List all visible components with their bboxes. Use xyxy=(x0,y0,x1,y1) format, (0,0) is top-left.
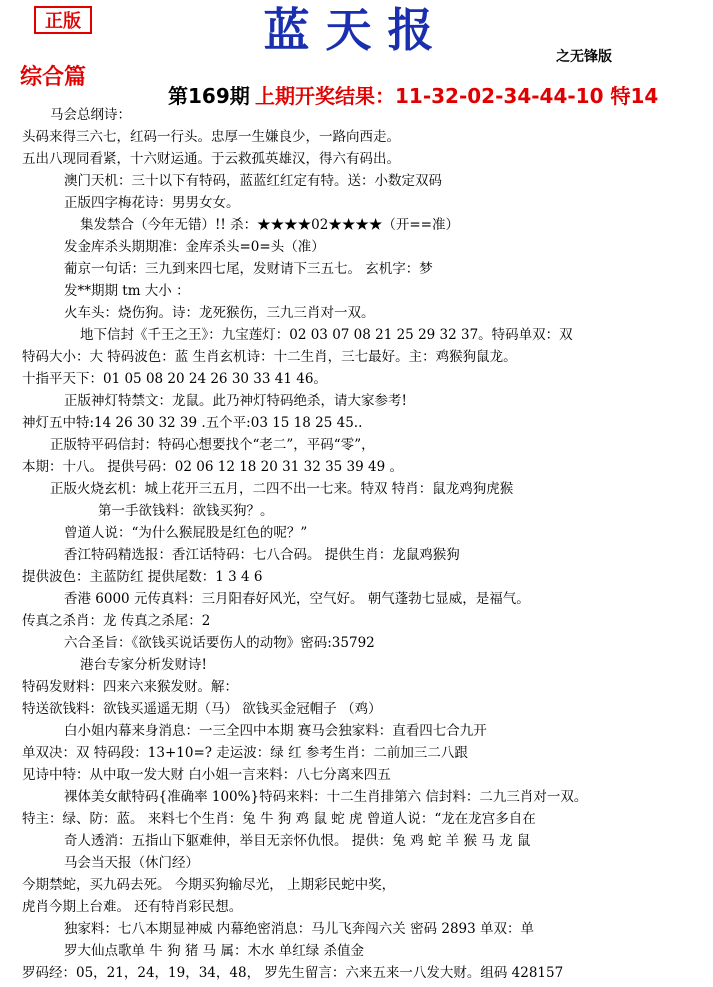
text-line: 正版神灯特禁文：龙鼠。此乃神灯特码绝杀，请大家参考! xyxy=(64,393,407,409)
text-line: 特码大小：大 特码波色：蓝 生肖玄机诗：十二生肖，三七最好。主：鸡猴狗鼠龙。 xyxy=(22,349,517,365)
text-line: 特码发财料：四来六来猴发财。解： xyxy=(22,679,238,695)
text-line: 提供波色：主蓝防红 提供尾数：1 3 4 6 xyxy=(22,569,263,585)
text-line: 六合圣旨：《欲钱买说话要伤人的动物》密码:35792 xyxy=(64,635,375,651)
text-line: 发金库杀头期期准：金库杀头=0=头（准） xyxy=(64,239,325,255)
text-line: 神灯五中特:14 26 30 32 39 .五个平:03 15 18 25 45.. xyxy=(22,415,363,431)
text-line: 香港 6000 元传真料：三月阳春好风光，空气好。 朝气蓬勃七显威，是福气。 xyxy=(64,591,530,607)
text-line: 罗码经：05，21，24，19，34，48， 罗先生留言：六来五来一八发大财。组码 428157 xyxy=(22,965,564,981)
text-line: 裸体美女献特码{准确率 100%}特码来料：十二生肖排第六 信封料：二九三肖对一双。 xyxy=(64,789,588,805)
section-label: 综合篇 xyxy=(20,64,87,90)
text-line: 头码来得三六七，红码一行头。忠厚一生嫌良少，一路向西走。 xyxy=(22,129,400,145)
text-line: 正版特平码信封：特码心想要找个“老二”，平码“零”， xyxy=(50,437,375,453)
text-line: 马会当天报（休门经） xyxy=(64,855,199,871)
last-draw-result: 上期开奖结果：11-32-02-34-44-10 特14 xyxy=(255,84,659,108)
text-line: 罗大仙点歌单 牛 狗 猪 马 属：木水 单红绿 杀值金 xyxy=(64,943,365,959)
text-line: 本期：十八。 提供号码：02 06 12 18 20 31 32 35 39 49 。 xyxy=(22,459,403,475)
text-line: 集发禁合（今年无错）!! 杀：★★★★02★★★★（开==准） xyxy=(80,217,459,233)
text-line: 虎肖今期上台难。 还有特肖彩民想。 xyxy=(22,899,243,915)
text-line: 火车头：烧伤狗。诗：龙死猴伤，三九三肖对一双。 xyxy=(64,305,375,321)
text-line: 曾道人说：“为什么猴屁股是红色的呢？” xyxy=(64,525,308,541)
text-line: 港台专家分析发财诗! xyxy=(80,657,207,673)
text-line: 十指平天下：01 05 08 20 24 26 30 33 41 46。 xyxy=(22,371,327,387)
issue-number: 第169期 xyxy=(168,84,250,108)
text-line: 奇人透消：五指山下躯难伸，举目无亲怀仇恨。 提供：兔 鸡 蛇 羊 猴 马 龙 鼠 xyxy=(64,833,531,849)
text-line: 香江特码精选报：香江话特码：七八合码。 提供生肖：龙鼠鸡猴狗 xyxy=(64,547,460,563)
text-line: 正版四字梅花诗：男男女女。 xyxy=(64,195,240,211)
text-line: 传真之杀肖：龙 传真之杀尾：2 xyxy=(22,613,211,629)
genuine-badge: 正版 xyxy=(34,6,92,34)
text-line: 发**期期 tm 大小 ： xyxy=(64,283,190,299)
text-line: 地下信封《千王之王》：九宝莲灯：02 03 07 08 21 25 29 32 37。特码单双：双 xyxy=(80,327,573,343)
text-line: 独家料：七八本期显神威 内幕绝密消息：马儿飞奔闯六关 密码 2893 单双：单 xyxy=(64,921,535,937)
text-line: 单双决：双 特码段：13+10=? 走运波：绿 红 参考生肖：二前加三二八跟 xyxy=(22,745,468,761)
text-line: 正版火烧玄机：城上花开三五月，二四不出一七来。特双 特肖：鼠龙鸡狗虎猴 xyxy=(50,481,514,497)
text-line: 葡京一句话：三九到来四七尾，发财请下三五七。 玄机字：梦 xyxy=(64,261,433,277)
newspaper-title: 蓝天报 xyxy=(263,3,450,57)
text-line: 特主：绿、防：蓝。 来料七个生肖：兔 牛 狗 鸡 鼠 蛇 虎 曾道人说：“龙在龙宫多自在 xyxy=(22,811,536,827)
text-line: 第一手欲钱料：欲钱买狗？。 xyxy=(98,503,274,519)
text-line: 今期禁蛇，买九码去死。 今期买狗输尽光， 上期彩民蛇中奖， xyxy=(22,877,396,893)
text-line: 澳门天机：三十以下有特码，蓝蓝红红定有特。送：小数定双码 xyxy=(64,173,442,189)
text-line: 五出八现同看紧，十六财运通。于云救孤英雄汉，得六有码出。 xyxy=(22,151,400,167)
text-line: 见诗中特：从中取一发大财 白小姐一言来料：八七分离来四五 xyxy=(22,767,391,783)
text-line: 特送欲钱料：欲钱买遥遥无期（马） 欲钱买金冠帽子 （鸡） xyxy=(22,701,382,717)
text-line: 白小姐内幕来身消息：一三全四中本期 赛马会独家料：直看四七合九开 xyxy=(64,723,487,739)
text-line: 马会总纲诗： xyxy=(50,107,131,123)
edition-label: 之无锋版 xyxy=(556,49,612,65)
